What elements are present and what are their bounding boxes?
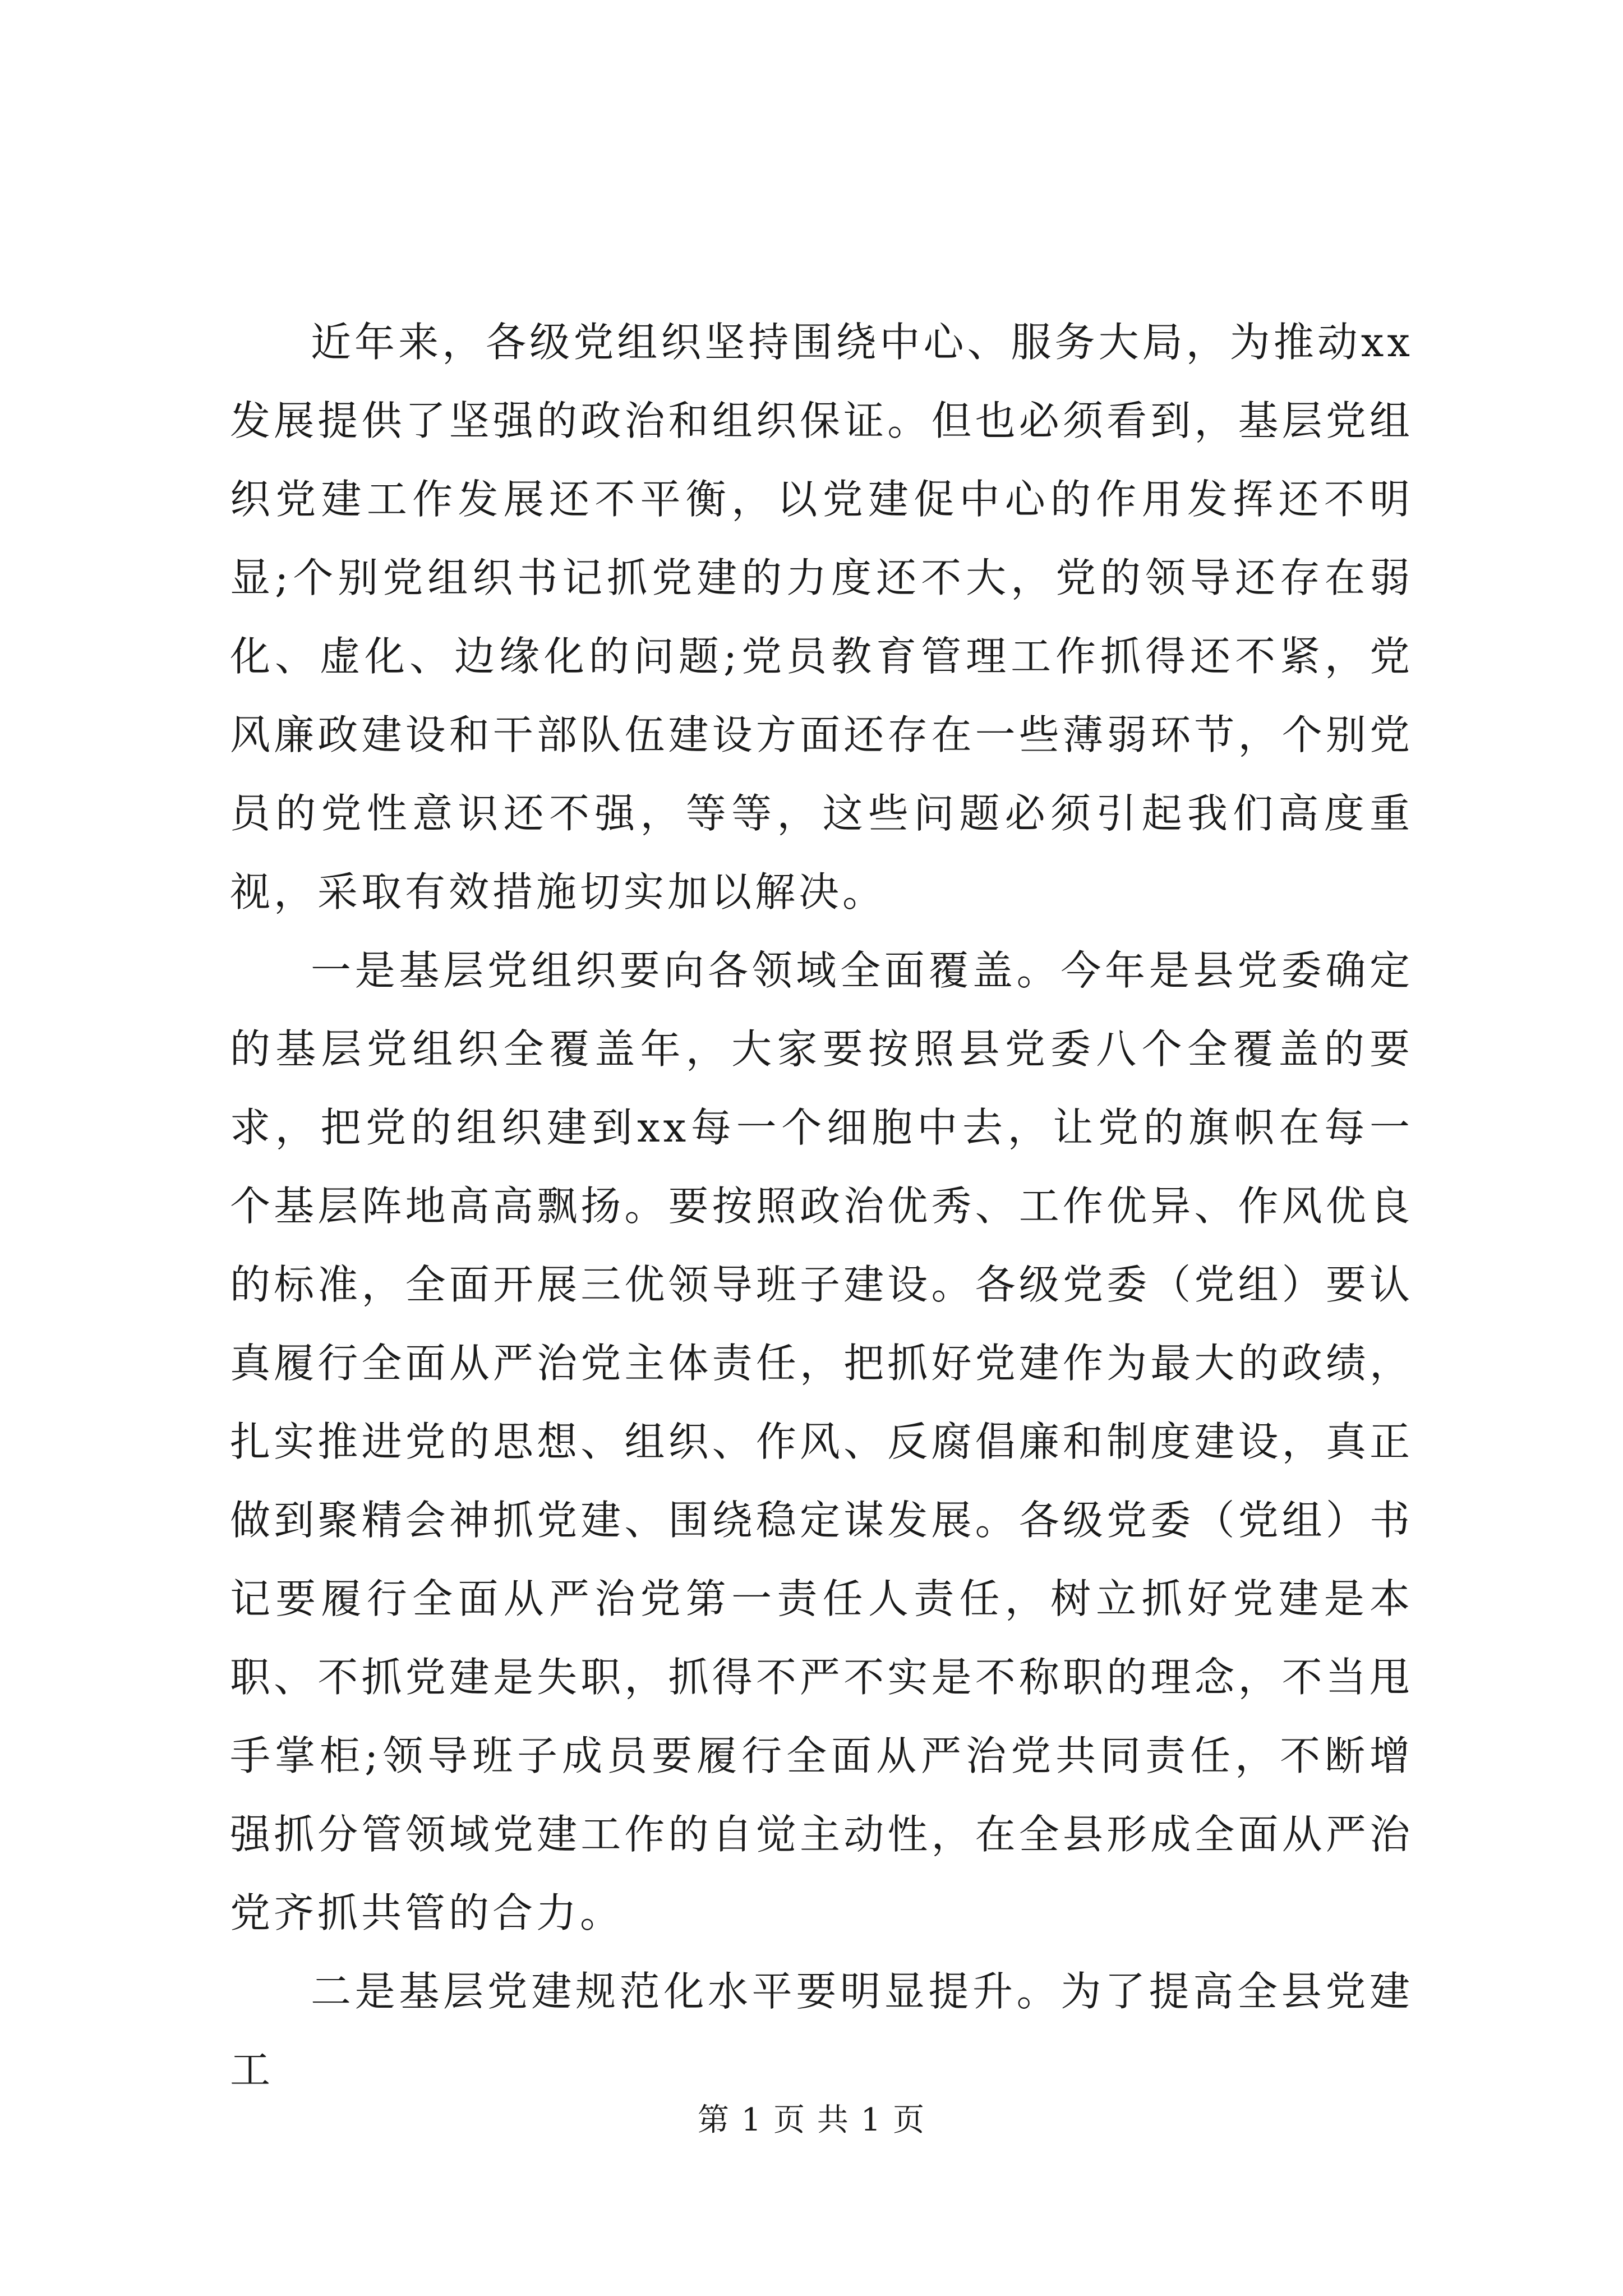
paragraph-2: 一是基层党组织要向各领域全面覆盖。今年是县党委确定的基层党组织全覆盖年，大家要按照县党委八个全覆盖的要求，把党的组织建到xx每一个细胞中去，让党的旗帜在每一个基层阵地高高飘扬。要按照政治优秀、工作优异、作风优良的标准，全面开展三优领导班子建设。各级党委（党组）要认真履行全面从严治党主体责任，把抓好党建作为最大的政绩，扎实推进党的思想、组织、作风、反腐倡廉和制度建设，真正做到聚精会神抓党建、围绕稳定谋发展。各级党委（党组）书记要履行全面从严治党第一责任人责任，树立抓好党建是本职、不抓党建是失职，抓得不严不实是不称职的理念，不当甩手掌柜;领导班子成员要履行全面从严治党共同责任，不断增强抓分管领域党建工作的自觉主动性，在全县形成全面从严治党齐抓共管的合力。 xyxy=(230,947,1413,1936)
document-body xyxy=(230,303,1413,2109)
paragraph-1: 近年来，各级党组织坚持围绕中心、服务大局，为推动xx发展提供了坚强的政治和组织保证。但也必须看到，基层党组织党建工作发展还不平衡，以党建促中心的作用发挥还不明显;个别党组织书记抓党建的力度还不大，党的领导还存在弱化、虚化、边缘化的问题;党员教育管理工作抓得还不紧，党风廉政建设和干部队伍建设方面还存在一些薄弱环节，个别党员的党性意识还不强，等等，这些问题必须引起我们高度重视，采取有效措施切实加以解决。 xyxy=(230,319,1413,915)
page-number-footer: 第 1 页 共 1 页 xyxy=(697,2102,926,2138)
paragraph-3: 二是基层党建规范化水平要明显提升。为了提高全县党建工 xyxy=(230,1968,1413,2093)
